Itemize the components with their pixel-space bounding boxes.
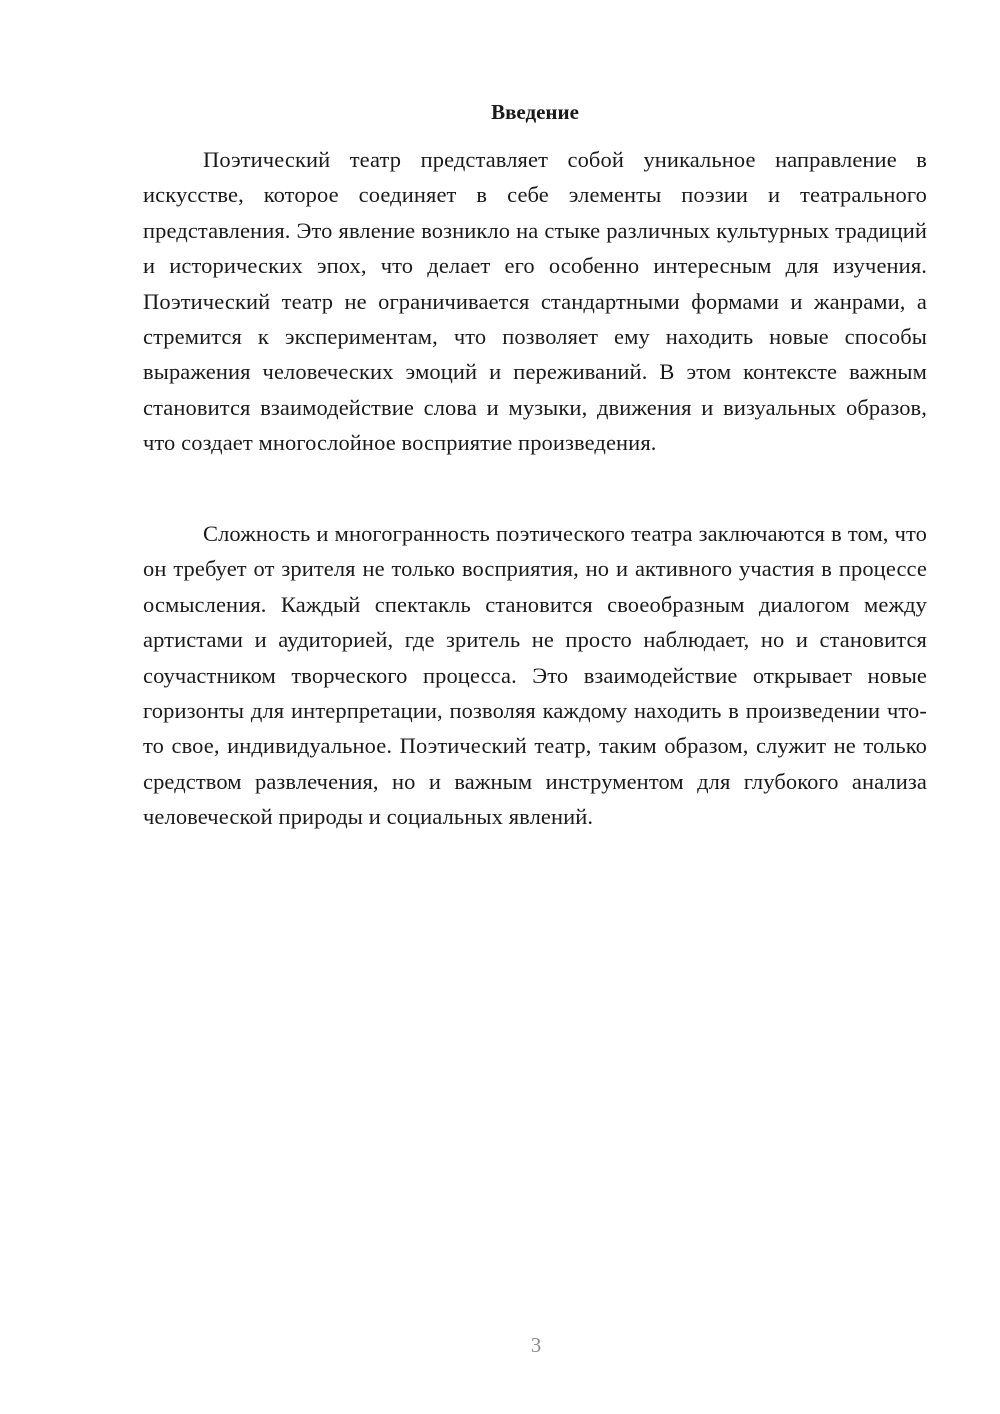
paragraph-1: Поэтический театр представляет собой уникальное направление в искусстве, которое соединяет в себе элементы поэзии и театрального представления. Это явление возникло на стыке различных культурных традиций и исторических эпох, что делает его особенно интересным для изучения. Поэтический театр не ограничивается стандартными формами и жанрами, а стремится к экспериментам, что позволяет ему находить новые способы выражения человеческих эмоций и переживаний. В этом контексте важным становится взаимодействие слова и музыки, движения и визуальных образов, что создает многослойное восприятие произведения. [143, 147, 927, 456]
section-heading: Введение [491, 100, 579, 124]
paragraph-2: Сложность и многогранность поэтического театра заключаются в том, что он требует от зрителя не только восприятия, но и активного участия в процессе осмысления. Каждый спектакль становится своеобразным диалогом между артистами и аудиторией, где зритель не просто наблюдает, но и становится соучастником творческого процесса. Это взаимодействие открывает новые горизонты для интерпретации, позволяя каждому находить в произведении что-то свое, индивидуальное. Поэтический театр, таким образом, служит не только средством развлечения, но и важным инструментом для глубокого анализа человеческой природы и социальных явлений. [143, 521, 927, 830]
page-number: 3 [530, 1333, 542, 1357]
